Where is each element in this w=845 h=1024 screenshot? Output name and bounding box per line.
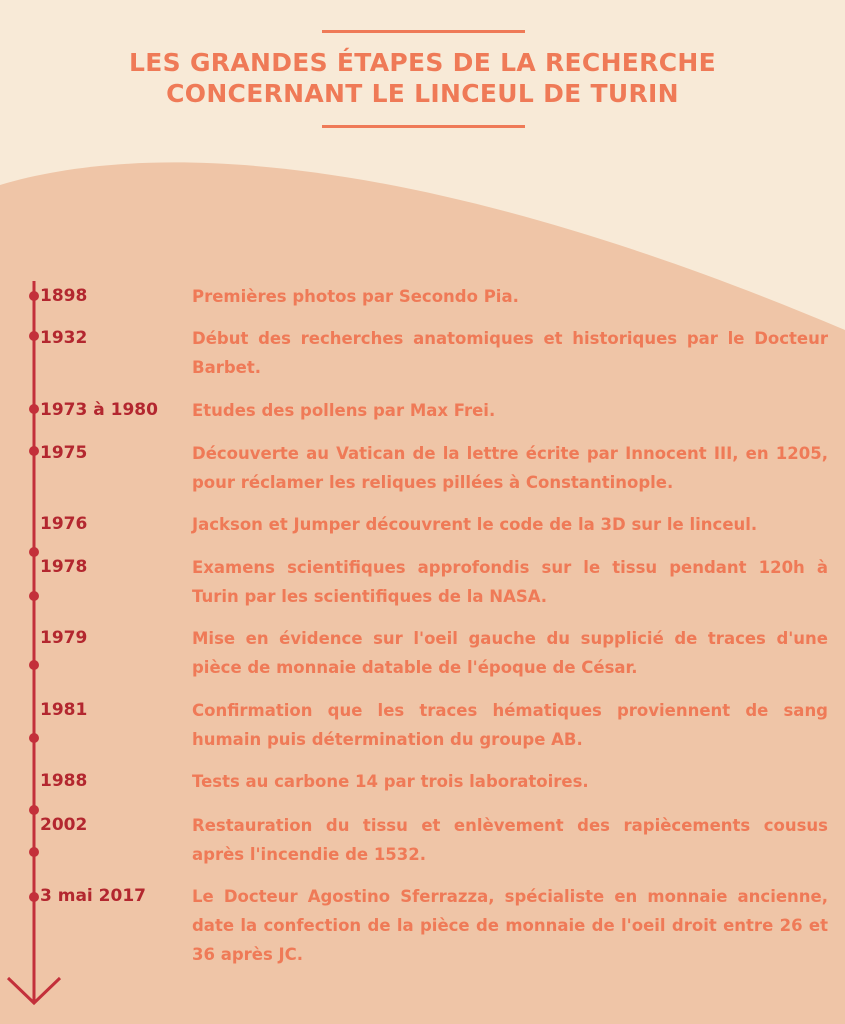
timeline-description: Début des recherches anatomiques et historiques par le Docteur Barbet. (192, 329, 828, 377)
timeline-year: 2002 (40, 815, 88, 835)
timeline-description: Découverte au Vatican de la lettre écrite par Innocent III, en 1205, pour réclamer les reliques pillées à Constantinople. (192, 444, 828, 492)
timeline-year: 1898 (40, 286, 88, 306)
title-rule-top (322, 30, 525, 33)
timeline-description: Le Docteur Agostino Sferrazza, spécialiste en monnaie ancienne, date la confection de la pièce de monnaie de l'oeil droit entre 26 et 36 après JC. (192, 887, 828, 964)
title-line-2: CONCERNANT LE LINCEUL DE TURIN (166, 79, 679, 108)
timeline-year: 1979 (40, 628, 88, 648)
timeline-year: 1932 (40, 328, 88, 348)
timeline-description: Jackson et Jumper découvrent le code de la 3D sur le linceul. (192, 515, 758, 534)
timeline-description: Etudes des pollens par Max Frei. (192, 401, 496, 420)
timeline-description: Tests au carbone 14 par trois laboratoires. (192, 772, 589, 791)
timeline-description: Restauration du tissu et enlèvement des rapiècements cousus après l'incendie de 1532. (192, 816, 828, 864)
timeline-year: 1988 (40, 771, 88, 791)
timeline-year: 1973 à 1980 (40, 400, 158, 420)
timeline-description: Confirmation que les traces hématiques proviennent de sang humain puis détermination du groupe AB. (192, 701, 828, 749)
timeline-year: 1978 (40, 557, 88, 577)
title-line-1: LES GRANDES ÉTAPES DE LA RECHERCHE (129, 48, 716, 77)
timeline-description: Mise en évidence sur l'oeil gauche du supplicié de traces d'une pièce de monnaie datable de l'époque de César. (192, 629, 828, 677)
page-title (0, 47, 845, 109)
timeline-year: 1981 (40, 700, 88, 720)
timeline-year: 3 mai 2017 (40, 886, 146, 906)
timeline-year: 1975 (40, 443, 88, 463)
timeline-year: 1976 (40, 514, 88, 534)
title-rule-bottom (322, 125, 525, 128)
timeline-description: Premières photos par Secondo Pia. (192, 287, 519, 306)
timeline-description: Examens scientifiques approfondis sur le tissu pendant 120h à Turin par les scientifiques de la NASA. (192, 558, 828, 606)
